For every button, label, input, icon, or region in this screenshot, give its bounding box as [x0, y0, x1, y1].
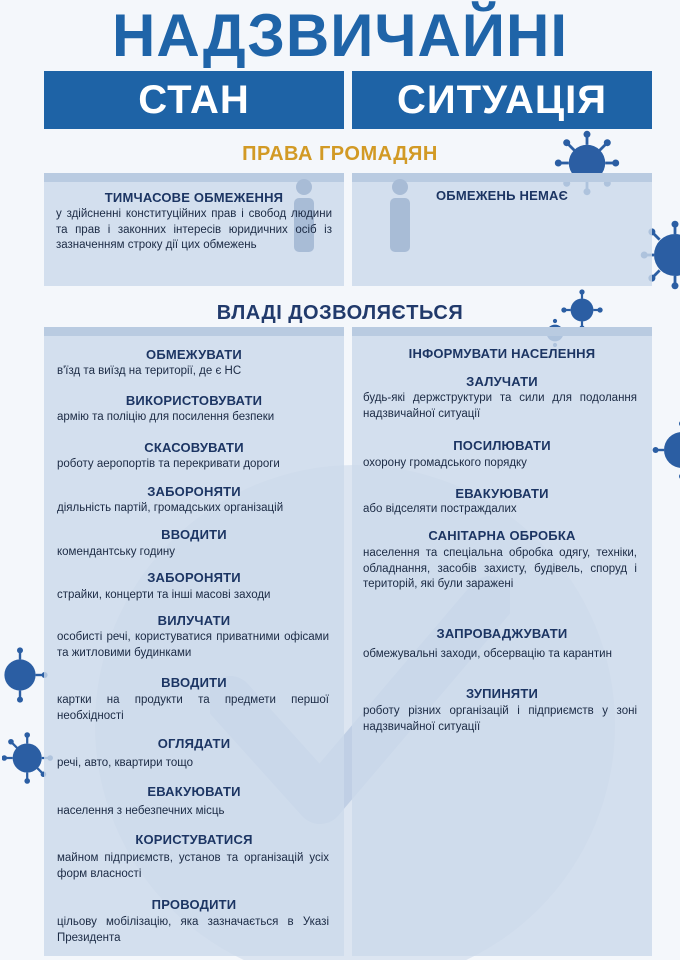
left-item-text: особисті речі, користуватися приватними офісами та житловими будинками — [57, 631, 329, 659]
right-item-heading: ПОСИЛЮВАТИ — [453, 438, 551, 453]
left-item-heading: ОБМЕЖУВАТИ — [146, 347, 242, 362]
left-item-heading: ЗАБОРОНЯТИ — [147, 570, 241, 585]
virus-icon — [0, 640, 50, 710]
right-item-text: або відселяти постраждалих — [363, 503, 517, 515]
left-item-heading: КОРИСТУВАТИСЯ — [135, 832, 253, 847]
left-item-text: речі, авто, квартири тощо — [57, 757, 194, 769]
right-item-heading: ЗАЛУЧАТИ — [466, 374, 538, 389]
divider-bar — [44, 327, 344, 336]
left-item-text: страйки, концерти та інші масові заходи — [57, 589, 271, 601]
header-situation: СИТУАЦІЯ — [352, 71, 652, 129]
left-item-heading: ВВОДИТИ — [161, 527, 227, 542]
left-item-heading: ЕВАКУЮВАТИ — [147, 784, 241, 799]
left-item-heading: ВВОДИТИ — [161, 675, 227, 690]
header-state: СТАН — [44, 71, 344, 129]
main-title: НАДЗВИЧАЙНІ — [111, 2, 569, 69]
divider-bar — [352, 327, 652, 336]
virus-icon — [652, 415, 680, 485]
right-item-text: будь-які держструктури та сили для подолання надзвичайної ситуації — [363, 392, 637, 420]
left-item-heading: ЗАБОРОНЯТИ — [147, 484, 241, 499]
left-item-text: цільову мобілізацію, яка зазначається в Указі Президента — [57, 916, 329, 944]
right-item-text: охорону громадського порядку — [363, 457, 527, 469]
left-item-text: комендантську годину — [57, 546, 175, 558]
left-item-heading: ВИКОРИСТОВУВАТИ — [125, 393, 263, 408]
right-item-heading: ЗАПРОВАДЖУВАТИ — [436, 626, 568, 641]
powers-right-panel — [352, 336, 652, 956]
right-item-heading: ЕВАКУЮВАТИ — [455, 486, 549, 501]
right-item-heading: САНІТАРНА ОБРОБКА — [428, 528, 576, 543]
left-item-text: роботу аеропортів та перекривати дороги — [57, 458, 280, 470]
right-item-text: обмежувальні заходи, обсервацію та карантин — [363, 648, 612, 660]
left-item-text: армію та поліцію для посилення безпеки — [57, 411, 275, 423]
left-item-heading: СКАСОВУВАТИ — [144, 440, 244, 455]
left-item-text: населення з небезпечних місць — [57, 805, 225, 817]
left-item-heading: ОГЛЯДАТИ — [157, 736, 231, 751]
right-item-text: населення та спеціальна обробка одягу, техніки, обладнання, засобів захисту, будівель, споруд і територій, які були заражені — [363, 547, 637, 590]
left-item-text: картки на продукти та предмети першої необхідності — [57, 694, 329, 722]
rights-left-text: у здійсненні конституційних прав і свобод людини та прав і законних інтересів юридичних осіб із зазначенням строку дії цих обмежень — [56, 208, 332, 251]
left-item-text: в'їзд та виїзд на території, де є НС — [57, 365, 242, 377]
rights-right-heading: ОБМЕЖЕНЬ НЕМАЄ — [435, 188, 569, 203]
left-item-heading: ВИЛУЧАТИ — [157, 613, 231, 628]
rights-section-title: ПРАВА ГРОМАДЯН — [242, 143, 438, 165]
rights-left-heading: ТИМЧАСОВЕ ОБМЕЖЕННЯ — [104, 190, 284, 205]
left-item-text: майном підприємств, установ та організацій усіх форм власності — [57, 852, 329, 880]
powers-section-title: ВЛАДІ ДОЗВОЛЯЄТЬСЯ — [216, 302, 464, 324]
left-item-heading: ПРОВОДИТИ — [151, 897, 237, 912]
right-item-text: роботу різних організацій і підприємств у зоні надзвичайної ситуації — [363, 705, 637, 733]
right-item-heading: ІНФОРМУВАТИ НАСЕЛЕННЯ — [408, 346, 596, 361]
left-item-text: діяльність партій, громадських організацій — [57, 502, 284, 514]
right-item-heading: ЗУПИНЯТИ — [465, 686, 539, 701]
